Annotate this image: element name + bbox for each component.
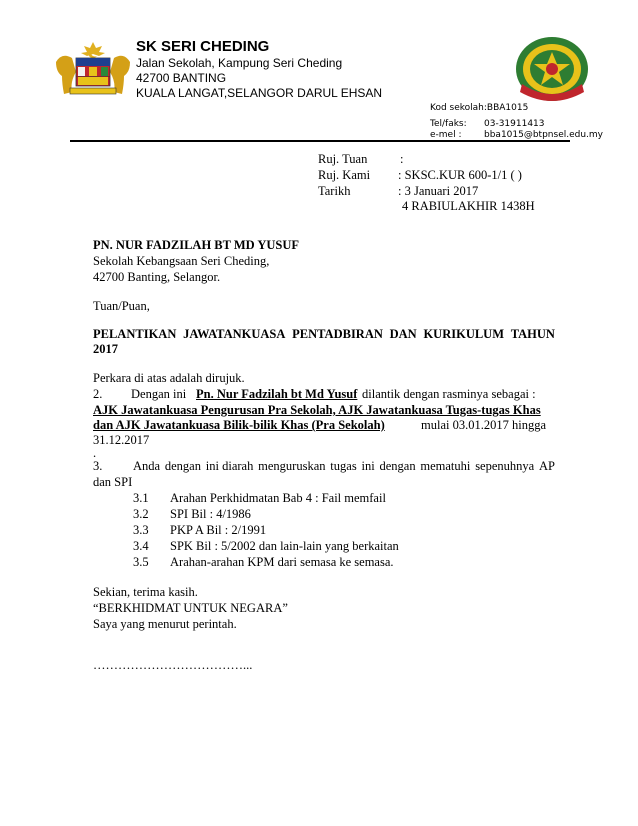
paragraph-1: Perkara di atas adalah dirujuk. (93, 371, 245, 385)
para3-word: tugas (330, 459, 357, 473)
tarikh-label: Tarikh (318, 184, 351, 198)
closing-motto: “BERKHIDMAT UNTUK NEGARA” (93, 601, 288, 615)
para2-line-3-dates: mulai 03.01.2017 hingga (421, 418, 546, 432)
subject-word: TAHUN (510, 327, 555, 341)
para3-word: AP (539, 459, 555, 473)
recipient-name: PN. NUR FADZILAH BT MD YUSUF (93, 238, 300, 252)
para2-dengan: Dengan ini (131, 387, 187, 401)
item-number: 3.2 (133, 507, 149, 521)
para2-number: 2. (93, 387, 103, 401)
para2-line-2: AJK Jawatankuasa Pengurusan Pra Sekolah, AJK Jawatankuasa Tugas-tugas Khas (93, 403, 541, 417)
school-badge-icon (512, 34, 592, 104)
telfaks-value: 03-31911413 (484, 119, 545, 129)
ruj-kami-label: Ruj. Kami (318, 168, 371, 182)
para3-word: ini diarah (205, 459, 254, 473)
telfaks-label: Tel/faks: (430, 119, 467, 129)
closing-line-3: Saya yang menurut perintah. (93, 617, 237, 631)
para3-line-2: dan SPI (93, 475, 133, 489)
item-text: SPK Bil : 5/2002 dan lain-lain yang berkaitan (170, 539, 399, 553)
hijri-date: 4 RABIULAKHIR 1438H (402, 199, 535, 213)
subject-word: PELANTIKAN (93, 327, 177, 341)
item-number: 3.1 (133, 491, 149, 505)
para2-line-1-rest: dilantik dengan rasminya sebagai : (362, 387, 536, 401)
tarikh-value: : 3 Januari 2017 (398, 184, 479, 198)
para2-dot: . (93, 446, 97, 460)
subject-word: KURIKULUM (423, 327, 505, 341)
closing-thanks: Sekian, terima kasih. (93, 585, 198, 599)
recipient-line-2: 42700 Banting, Selangor. (93, 270, 221, 284)
item-number: 3.3 (133, 523, 149, 537)
para3-word: Anda (133, 459, 161, 473)
item-text: PKP A Bil : 2/1991 (170, 523, 267, 537)
subject-line-1 (93, 327, 555, 342)
jata-negara-crest-icon (52, 40, 134, 98)
ruj-kami-value: : SKSC.KUR 600-1/1 ( ) (398, 168, 522, 182)
ruj-tuan-value: : (400, 152, 404, 166)
para3-word: mematuhi (420, 459, 471, 473)
para3-word: sepenuhnya (475, 459, 535, 473)
para3-number: 3. (93, 459, 103, 473)
school-name: SK SERI CHEDING (136, 38, 270, 55)
para2-line-3-committee: dan AJK Jawatankuasa Bilik-bilik Khas (Pra Sekolah) (93, 418, 385, 432)
para3-word: dengan (379, 459, 416, 473)
para3-word: ini (361, 459, 375, 473)
email-value: bba1015@btpnsel.edu.my (484, 130, 603, 140)
item-text: Arahan Perkhidmatan Bab 4 : Fail memfail (170, 491, 386, 505)
subject-word: PENTADBIRAN (292, 327, 383, 341)
subject-word: DAN (389, 327, 417, 341)
header-divider (70, 140, 570, 142)
appointee-name: Pn. Nur Fadzilah bt Md Yusuf (196, 387, 358, 401)
address-line-1: Jalan Sekolah, Kampung Seri Cheding (136, 56, 343, 70)
para2-end-date: 31.12.2017 (93, 433, 150, 447)
ruj-tuan-label: Ruj. Tuan (318, 152, 368, 166)
address-line-3: KUALA LANGAT,SELANGOR DARUL EHSAN (136, 86, 383, 100)
subject-word: JAWATANKUASA (183, 327, 286, 341)
item-text: Arahan-arahan KPM dari semasa ke semasa. (170, 555, 394, 569)
item-text: SPI Bil : 4/1986 (170, 507, 251, 521)
salutation: Tuan/Puan, (93, 299, 150, 313)
para3-word: dengan (164, 459, 201, 473)
subject-line-2: 2017 (93, 342, 118, 356)
email-label: e-mel : (430, 130, 462, 140)
recipient-line-1: Sekolah Kebangsaan Seri Cheding, (93, 254, 270, 268)
item-number: 3.5 (133, 555, 149, 569)
signature-line: ………………………………... (93, 658, 253, 672)
item-number: 3.4 (133, 539, 149, 553)
para3-word: menguruskan (258, 459, 326, 473)
kod-sekolah: Kod sekolah:BBA1015 (430, 103, 529, 113)
address-line-2: 42700 BANTING (136, 71, 227, 85)
para3-line-1 (133, 459, 555, 474)
